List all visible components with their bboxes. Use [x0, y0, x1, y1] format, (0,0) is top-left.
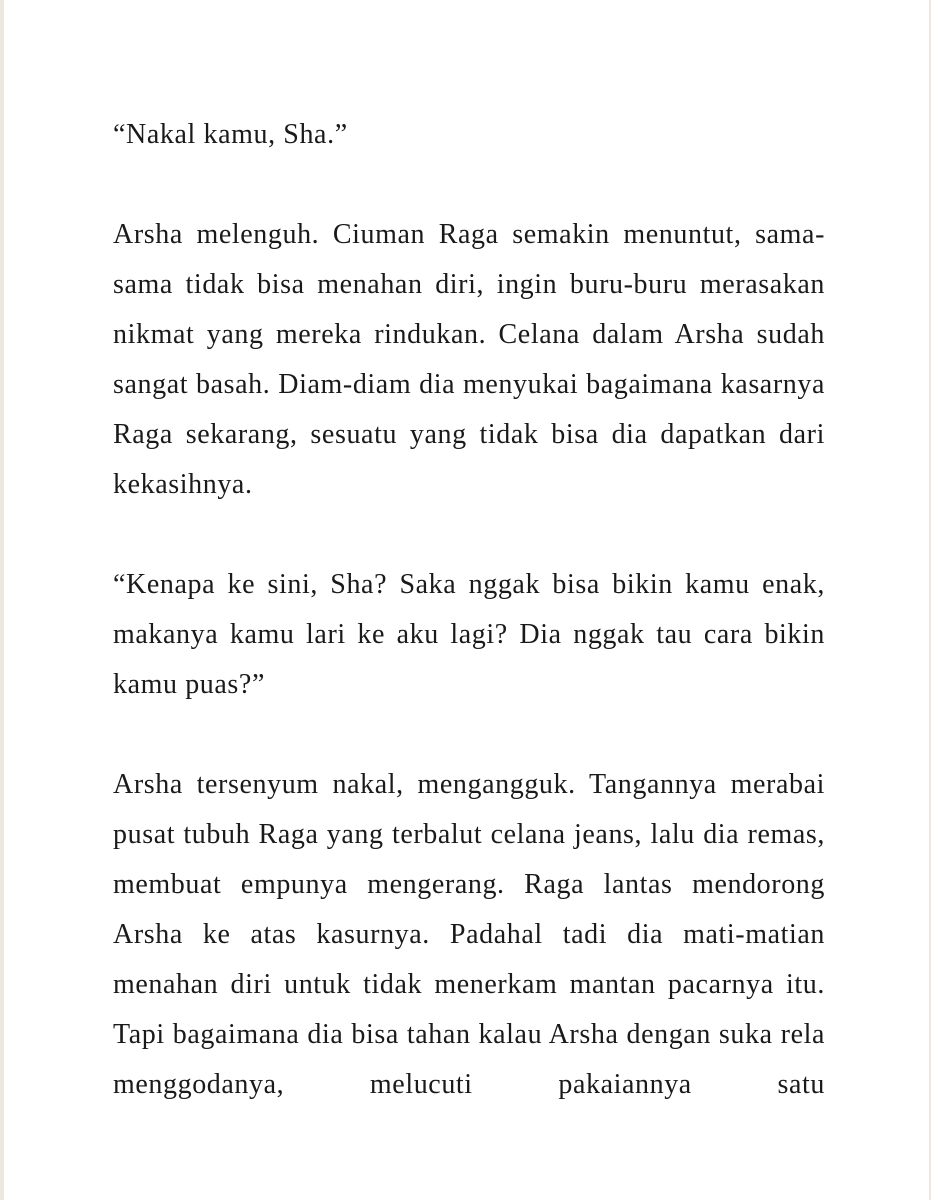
paragraph-narration-2: Arsha tersenyum nakal, mengangguk. Tangannya merabai pusat tubuh Raga yang terbalut celana jeans, lalu dia remas, membuat empunya mengerang. Raga lantas mendorong Arsha ke atas kasurnya. Padahal tadi dia mati-matian menahan diri untuk tidak menerkam mantan pacarnya itu. Tapi bagaimana dia bisa tahan kalau Arsha dengan suka rela menggodanya, melucuti pakaiannya satu [113, 769, 825, 1100]
paragraph-dialogue-2: “Kenapa ke sini, Sha? Saka nggak bisa bikin kamu enak, makanya kamu lari ke aku lagi? Dia nggak tau cara bikin kamu puas?” [113, 569, 825, 700]
paragraph-dialogue-1: “Nakal kamu, Sha.” [113, 119, 348, 150]
page-text [113, 110, 825, 1110]
paragraph-narration-1: Arsha melenguh. Ciuman Raga semakin menuntut, sama-sama tidak bisa menahan diri, ingin buru-buru merasakan nikmat yang mereka rindukan. Celana dalam Arsha sudah sangat basah. Diam-diam dia menyukai bagaimana kasarnya Raga sekarang, sesuatu yang tidak bisa dia dapatkan dari kekasihnya. [113, 219, 825, 500]
book-page [4, 0, 929, 1200]
